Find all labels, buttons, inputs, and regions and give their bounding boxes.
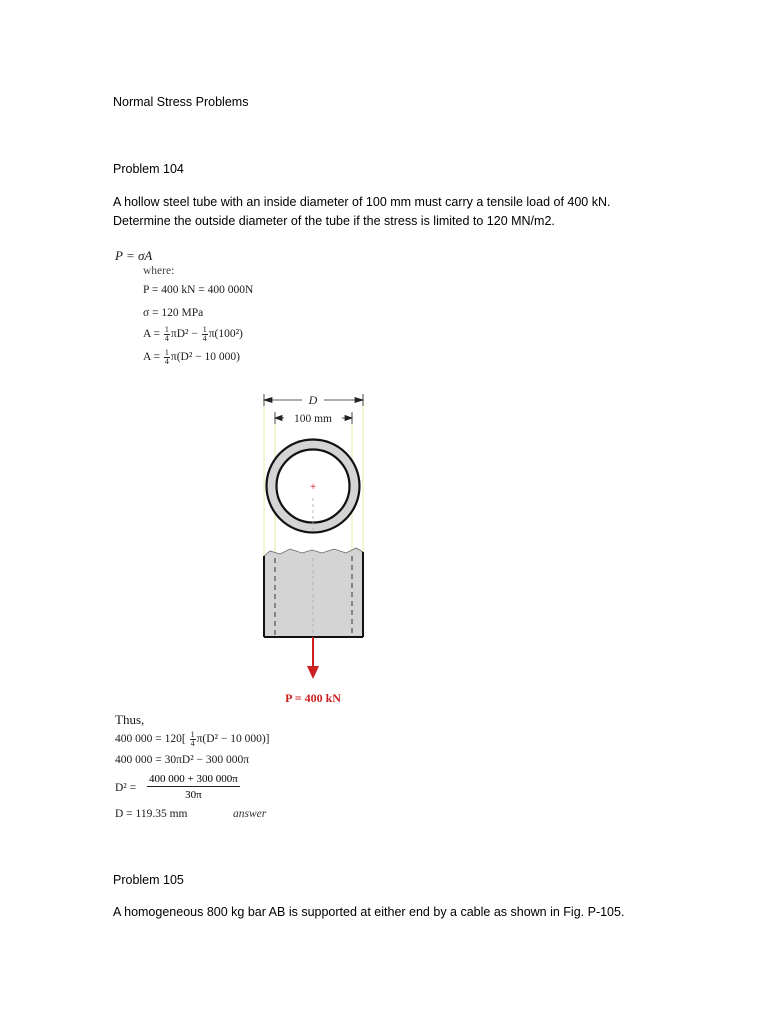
quarter-fraction [164,326,170,343]
problem-105-heading: Problem 105 [113,873,184,887]
d2-numerator: 400 000 + 300 000π [149,773,238,785]
outer-diameter-label: D [308,393,318,407]
quarter-denominator: 4 [164,357,169,366]
quarter-fraction [202,326,208,343]
problem-104-text-line1: A hollow steel tube with an inside diameter of 100 mm must carry a tensile load of 400 kN. [113,195,611,209]
equation-step-1 [115,731,270,748]
load-arrow-icon [307,666,319,679]
step-1-left: 400 000 = 120[ [115,733,189,746]
hollow-tube-figure [250,380,380,710]
quarter-numerator: 1 [190,730,195,739]
equation-result: D = 119.35 mm [115,808,188,820]
inner-diameter-label: 100 mm [293,413,333,425]
equation-step-2: 400 000 = 30πD² − 300 000π [115,754,250,766]
equation-area-2 [143,349,240,366]
quarter-denominator: 4 [164,334,169,343]
thus-label: Thus, [115,712,145,727]
problem-105-text-line1: A homogeneous 800 kg bar AB is supported at either end by a cable as shown in Fig. P-105. [113,905,625,919]
problem-104-text-line2: Determine the outside diameter of the tube if the stress is limited to 120 MN/m2. [113,214,555,228]
equation-d2-lhs: D² = [115,782,137,794]
equation-d2-fraction [147,773,240,801]
step-1-right: π(D² − 10 000)] [196,733,270,746]
equation-stress: P = σA [115,248,153,263]
quarter-numerator: 1 [202,325,207,334]
quarter-numerator: 1 [164,325,169,334]
quarter-numerator: 1 [164,348,169,357]
equation-sigma: σ = 120 MPa [143,307,204,319]
problem-104-heading: Problem 104 [113,162,184,176]
area-1-left: A = [143,328,163,341]
area-2-right: π(D² − 10 000) [170,351,240,364]
area-1-right: π(100²) [208,328,243,341]
tube-side-body [264,548,363,637]
page-title: Normal Stress Problems [113,95,249,109]
load-label: P = 400 kN [285,691,341,705]
center-mark-icon: + [310,482,316,493]
quarter-denominator: 4 [190,739,195,748]
equation-area-1 [143,326,243,343]
quarter-denominator: 4 [202,334,207,343]
quarter-fraction [190,731,196,748]
equation-load: P = 400 kN = 400 000N [143,284,254,296]
area-1-mid: πD² − [170,328,201,341]
area-2-left: A = [143,351,163,364]
where-label: where: [143,265,175,277]
quarter-fraction [164,349,170,366]
d2-denominator: 30π [185,789,202,801]
answer-label: answer [233,808,267,820]
